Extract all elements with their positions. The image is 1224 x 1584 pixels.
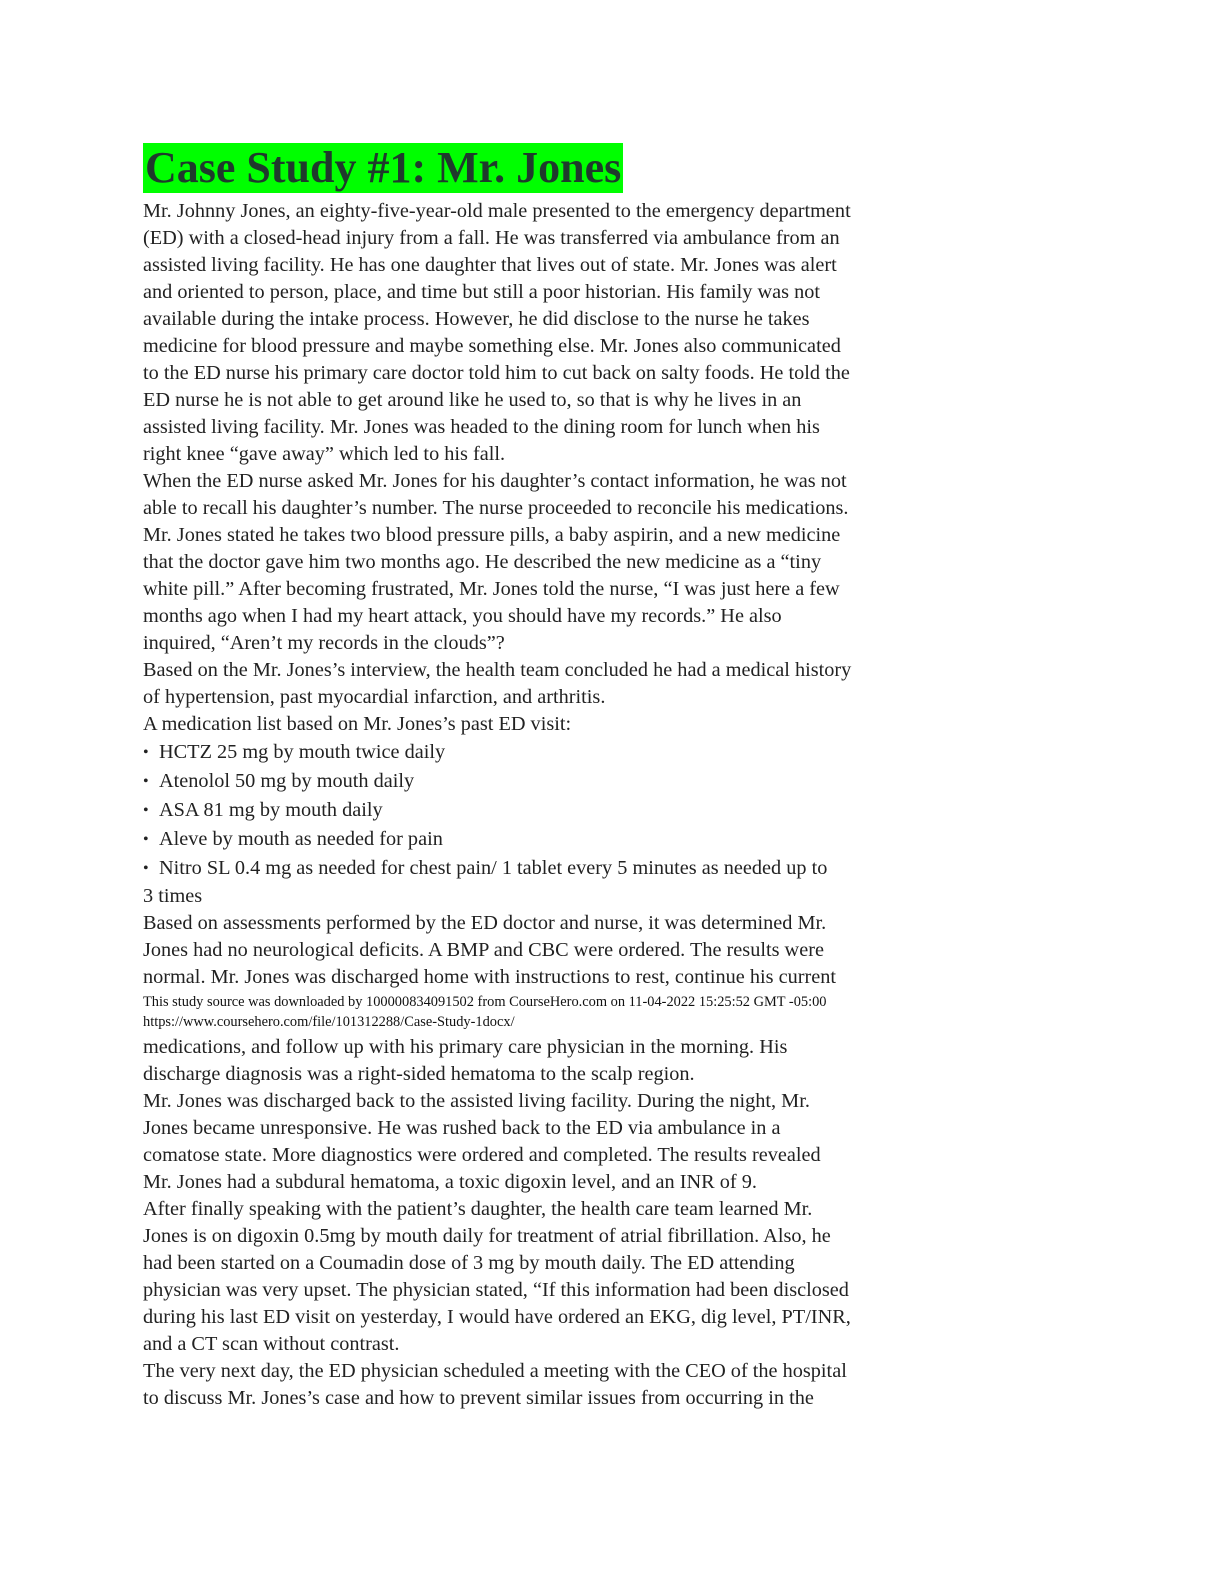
paragraph-assessment xyxy=(143,910,943,991)
text-line: A medication list based on Mr. Jones’s past ED visit: xyxy=(143,713,572,735)
text-line: assisted living facility. Mr. Jones was headed to the dining room for lunch when his xyxy=(143,416,820,438)
text-line: (ED) with a closed-head injury from a fall. He was transferred via ambulance from an xyxy=(143,227,840,249)
medication-continuation xyxy=(143,883,943,910)
bullet-icon: • xyxy=(143,744,149,761)
source-note-url[interactable]: https://www.coursehero.com/file/101312288/Case-Study-1docx/ xyxy=(143,1014,515,1030)
document-body xyxy=(143,198,943,1412)
text-line: assisted living facility. He has one daughter that lives out of state. Mr. Jones was alert xyxy=(143,254,837,276)
text-line: to discuss Mr. Jones’s case and how to prevent similar issues from occurring in the xyxy=(143,1387,814,1409)
text-line: Mr. Jones stated he takes two blood pressure pills, a baby aspirin, and a new medicine xyxy=(143,524,841,546)
text-line: right knee “gave away” which led to his fall. xyxy=(143,443,506,465)
document-page xyxy=(143,143,943,1412)
medication-text: HCTZ 25 mg by mouth twice daily xyxy=(159,741,446,763)
text-line: Mr. Jones was discharged back to the assisted living facility. During the night, Mr. xyxy=(143,1090,810,1112)
list-item xyxy=(143,738,943,767)
medication-text: Aleve by mouth as needed for pain xyxy=(159,828,443,850)
bullet-icon: • xyxy=(143,802,149,819)
page-title: Case Study #1: Mr. Jones xyxy=(145,143,622,192)
source-note-line: This study source was downloaded by 100000834091502 from CourseHero.com on 11-04-2022 15:25:52 GMT -05:00 xyxy=(143,994,827,1010)
text-line: able to recall his daughter’s number. The nurse proceeded to reconcile his medications. xyxy=(143,497,849,519)
list-item xyxy=(143,825,943,854)
medication-list-intro xyxy=(143,711,943,738)
text-line: and a CT scan without contrast. xyxy=(143,1333,400,1355)
list-item xyxy=(143,796,943,825)
bullet-icon: • xyxy=(143,773,149,790)
text-line: Based on the Mr. Jones’s interview, the health team concluded he had a medical history xyxy=(143,659,852,681)
text-line: Jones became unresponsive. He was rushed back to the ED via ambulance in a xyxy=(143,1117,781,1139)
paragraph-history xyxy=(143,657,943,711)
bullet-icon: • xyxy=(143,860,149,877)
text-line: comatose state. More diagnostics were ordered and completed. The results revealed xyxy=(143,1144,821,1166)
medication-text: Nitro SL 0.4 mg as needed for chest pain/ 1 tablet every 5 minutes as needed up to xyxy=(159,857,828,879)
text-line: Jones had no neurological deficits. A BMP and CBC were ordered. The results were xyxy=(143,939,824,961)
paragraph-meeting xyxy=(143,1358,943,1412)
text-line: medications, and follow up with his primary care physician in the morning. His xyxy=(143,1036,788,1058)
text-line: After finally speaking with the patient’s daughter, the health care team learned Mr. xyxy=(143,1198,813,1220)
text-line: during his last ED visit on yesterday, I would have ordered an EKG, dig level, PT/INR, xyxy=(143,1306,851,1328)
source-note xyxy=(143,992,943,1032)
text-line: normal. Mr. Jones was discharged home with instructions to rest, continue his current xyxy=(143,966,837,988)
list-item xyxy=(143,767,943,796)
title-highlight xyxy=(143,143,623,193)
text-line: of hypertension, past myocardial infarction, and arthritis. xyxy=(143,686,606,708)
paragraph-return xyxy=(143,1088,943,1196)
medication-text: Atenolol 50 mg by mouth daily xyxy=(159,770,415,792)
text-line: had been started on a Coumadin dose of 3 mg by mouth daily. The ED attending xyxy=(143,1252,795,1274)
text-line: The very next day, the ED physician scheduled a meeting with the CEO of the hospital xyxy=(143,1360,847,1382)
text-line: white pill.” After becoming frustrated, Mr. Jones told the nurse, “I was just here a few xyxy=(143,578,840,600)
text-line: inquired, “Aren’t my records in the clouds”? xyxy=(143,632,505,654)
text-line: medicine for blood pressure and maybe something else. Mr. Jones also communicated xyxy=(143,335,841,357)
text-line: months ago when I had my heart attack, you should have my records.” He also xyxy=(143,605,782,627)
text-line: physician was very upset. The physician stated, “If this information had been disclosed xyxy=(143,1279,849,1301)
paragraph-intro xyxy=(143,198,943,468)
text-line: that the doctor gave him two months ago. He described the new medicine as a “tiny xyxy=(143,551,822,573)
text-line: Based on assessments performed by the ED doctor and nurse, it was determined Mr. xyxy=(143,912,827,934)
list-item xyxy=(143,854,943,883)
paragraph-assessment-continued xyxy=(143,1034,943,1088)
paragraph-contact-info xyxy=(143,468,943,657)
bullet-icon: • xyxy=(143,831,149,848)
text-line: Jones is on digoxin 0.5mg by mouth daily for treatment of atrial fibrillation. Also, he xyxy=(143,1225,831,1247)
medication-text: ASA 81 mg by mouth daily xyxy=(159,799,383,821)
text-line: Mr. Johnny Jones, an eighty-five-year-old male presented to the emergency department xyxy=(143,200,851,222)
text-line: ED nurse he is not able to get around like he used to, so that is why he lives in an xyxy=(143,389,802,411)
text-line: When the ED nurse asked Mr. Jones for his daughter’s contact information, he was not xyxy=(143,470,847,492)
text-line: 3 times xyxy=(143,885,203,907)
text-line: and oriented to person, place, and time but still a poor historian. His family was not xyxy=(143,281,821,303)
text-line: to the ED nurse his primary care doctor told him to cut back on salty foods. He told the xyxy=(143,362,850,384)
text-line: discharge diagnosis was a right-sided hematoma to the scalp region. xyxy=(143,1063,695,1085)
text-line: available during the intake process. However, he did disclose to the nurse he takes xyxy=(143,308,810,330)
text-line: Mr. Jones had a subdural hematoma, a toxic digoxin level, and an INR of 9. xyxy=(143,1171,757,1193)
paragraph-daughter xyxy=(143,1196,943,1358)
medication-list xyxy=(143,738,943,883)
